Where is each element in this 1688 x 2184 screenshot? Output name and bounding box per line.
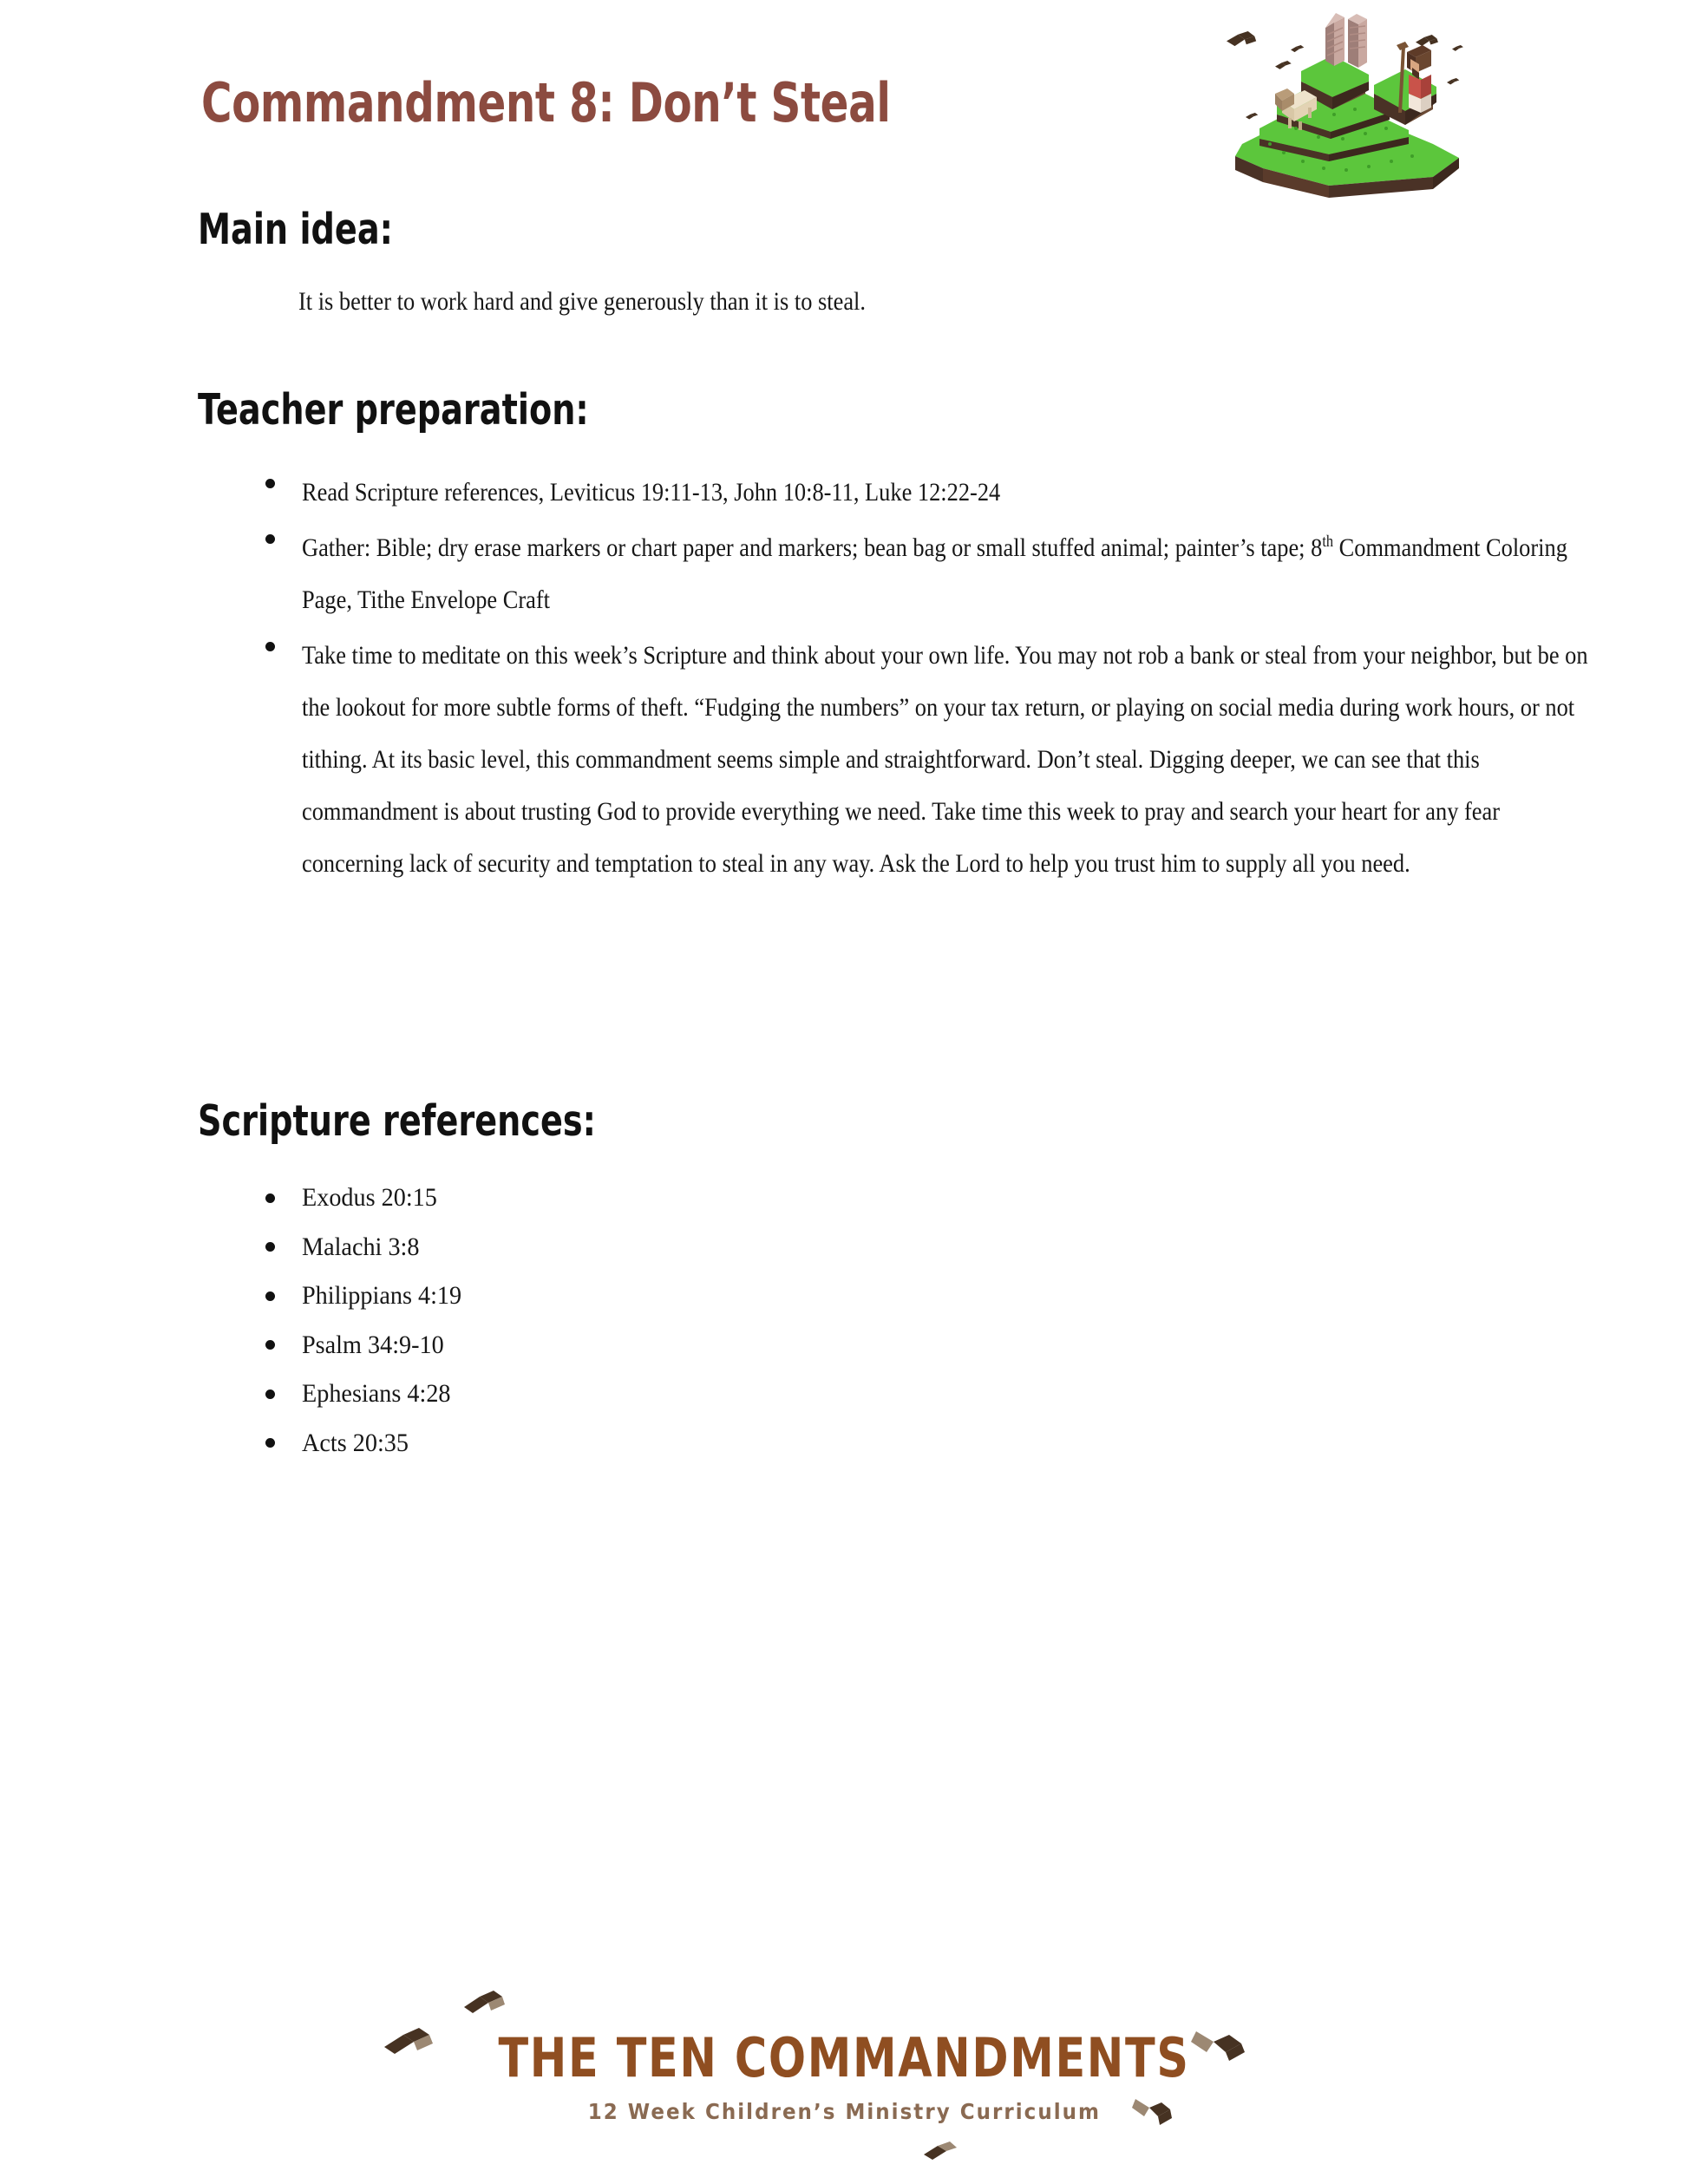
teacher-preparation-heading: Teacher preparation: bbox=[198, 385, 589, 435]
bullet-icon bbox=[265, 1438, 275, 1448]
page-footer bbox=[0, 1978, 1688, 2184]
page-title: Commandment 8: Don’t Steal bbox=[201, 71, 891, 134]
scripture-references-heading: Scripture references: bbox=[198, 1096, 596, 1146]
footer-brand-title: THE TEN COMMANDMENTS bbox=[498, 2026, 1190, 2089]
list-item bbox=[252, 1329, 1032, 1362]
mountain-illustration bbox=[1173, 7, 1485, 198]
list-item bbox=[252, 1427, 1032, 1460]
bullet-icon bbox=[265, 1390, 275, 1399]
list-item-label: Philippians 4:19 bbox=[302, 1281, 462, 1310]
list-item-label: Malachi 3:8 bbox=[302, 1232, 420, 1261]
list-item bbox=[252, 1181, 1032, 1214]
page-header bbox=[0, 0, 1688, 199]
footer-subtitle-wrap bbox=[367, 2099, 1321, 2124]
gather-text-suffix: Commandment Coloring Page, Tithe Envelope Craft bbox=[302, 533, 1567, 614]
list-item bbox=[252, 1279, 1032, 1312]
bullet-icon bbox=[265, 1242, 275, 1252]
list-item bbox=[252, 1377, 1032, 1410]
ordinal-suffix: th bbox=[1322, 533, 1334, 551]
main-idea-heading: Main idea: bbox=[198, 205, 393, 254]
bullet-icon bbox=[265, 642, 275, 651]
bullet-icon bbox=[265, 1291, 275, 1301]
list-item-label: Ephesians 4:28 bbox=[302, 1379, 451, 1408]
list-item-label: Psalm 34:9-10 bbox=[302, 1330, 444, 1359]
list-item bbox=[252, 467, 1605, 519]
bullet-icon bbox=[265, 534, 275, 544]
list-item bbox=[252, 522, 1605, 626]
bullet-icon bbox=[265, 479, 275, 488]
main-idea-text: It is better to work hard and give generously than it is to steal. bbox=[298, 287, 866, 316]
scripture-references-list bbox=[252, 1181, 1032, 1475]
bird-icon bbox=[924, 2141, 960, 2170]
gather-text-prefix: Gather: Bible; dry erase markers or chart paper and markers; bean bag or small stuffed animal; painter’s tape; 8 bbox=[302, 533, 1323, 562]
bullet-icon bbox=[265, 1340, 275, 1350]
bird-icon bbox=[464, 1988, 509, 2021]
list-item bbox=[252, 1231, 1032, 1264]
footer-subtitle: 12 Week Children’s Ministry Curriculum bbox=[587, 2099, 1101, 2124]
list-item-label: Read Scripture references, Leviticus 19:11-13, John 10:8-11, Luke 12:22-24 bbox=[302, 478, 1001, 507]
list-item-label: Take time to meditate on this week’s Scripture and think about your own life. You may not rob a bank or steal from your neighbor, but be on the lookout for more subtle forms of theft. “Fudging the numbers” on your tax return, or playing on social media during work hours, or not tithing. At its basic level, this commandment seems simple and straightforward. Don’t steal. Digging deeper, we can see that this commandment is about trusting God to provide everything we need. Take time this week to pray and search your heart for any fear concerning lack of security and temptation to steal in any way. Ask the Lord to help you trust him to supply all you need. bbox=[302, 641, 1588, 878]
teacher-preparation-list bbox=[252, 467, 1605, 893]
footer-brand-title-wrap bbox=[367, 2026, 1321, 2089]
list-item-label: Exodus 20:15 bbox=[302, 1183, 437, 1212]
list-item-label: Acts 20:35 bbox=[302, 1428, 409, 1457]
shepherd-figure bbox=[1397, 42, 1431, 113]
list-item-label bbox=[302, 522, 1605, 626]
list-item bbox=[252, 630, 1605, 890]
bullet-icon bbox=[265, 1193, 275, 1203]
